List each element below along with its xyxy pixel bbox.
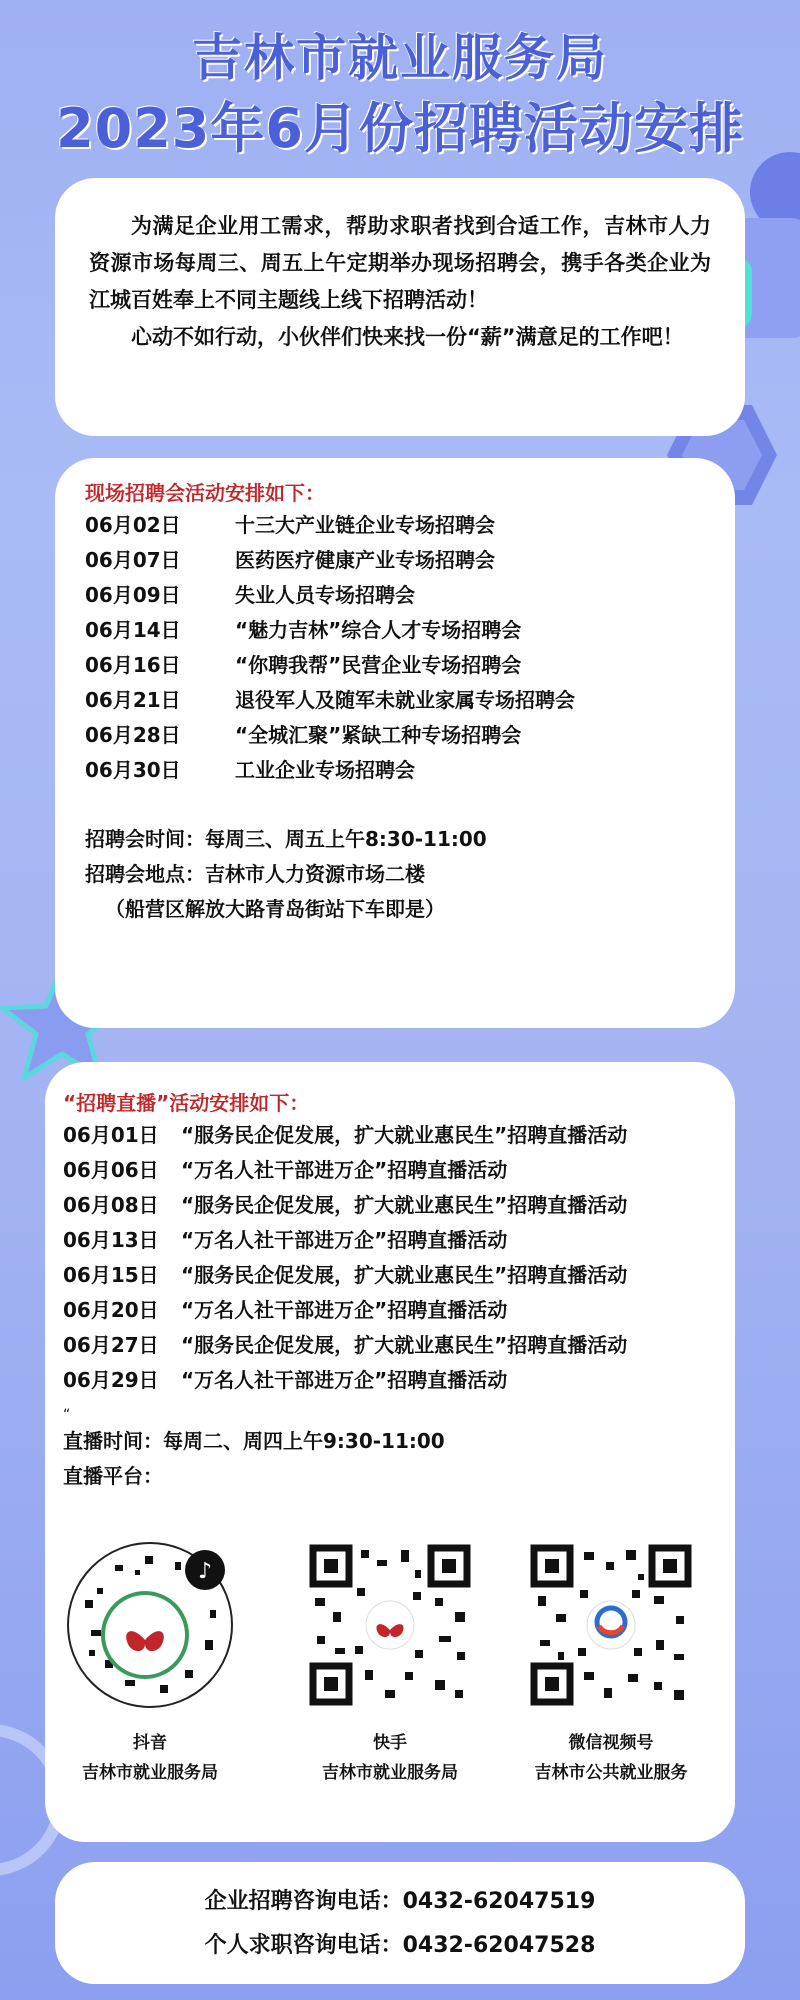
event-name: “魅力吉林”综合人才专场招聘会 xyxy=(235,618,522,642)
onsite-section-title: 现场招聘会活动安排如下： xyxy=(85,481,325,505)
live-event-row xyxy=(63,1293,717,1328)
event-name: 十三大产业链企业专场招聘会 xyxy=(235,513,495,537)
platform-name: 微信视频号 xyxy=(568,1733,654,1753)
event-date: 06月21日 xyxy=(85,688,181,712)
event-date: 06月29日 xyxy=(63,1368,159,1392)
onsite-event-row xyxy=(85,508,705,543)
platform-name: 抖音 xyxy=(133,1733,167,1753)
event-name: “万名人社干部进万企”招聘直播活动 xyxy=(181,1158,508,1182)
svg-text:♪: ♪ xyxy=(197,1559,213,1584)
event-date: 06月07日 xyxy=(85,548,181,572)
event-date: 06月16日 xyxy=(85,653,181,677)
onsite-event-row xyxy=(85,543,705,578)
event-name: “服务民企促发展，扩大就业惠民生”招聘直播活动 xyxy=(181,1333,628,1357)
event-name: “服务民企促发展，扩大就业惠民生”招聘直播活动 xyxy=(181,1263,628,1287)
event-date: 06月15日 xyxy=(63,1263,159,1287)
event-date: 06月28日 xyxy=(85,723,181,747)
live-event-row xyxy=(63,1363,717,1398)
douyin-platform xyxy=(50,1540,250,1788)
event-name: “万名人社干部进万企”招聘直播活动 xyxy=(181,1298,508,1322)
live-event-list xyxy=(63,1118,717,1398)
onsite-event-list xyxy=(85,508,705,788)
intro-paragraph-2: 心动不如行动，小伙伴们快来找一份“薪”满意足的工作吧！ xyxy=(131,325,684,349)
onsite-event-row xyxy=(85,753,705,788)
onsite-event-row xyxy=(85,718,705,753)
event-date: 06月30日 xyxy=(85,758,181,782)
event-date: 06月27日 xyxy=(63,1333,159,1357)
event-date: 06月01日 xyxy=(63,1123,159,1147)
onsite-location: 招聘会地点：吉林市人力资源市场二楼 xyxy=(85,862,425,886)
onsite-location-note: （船营区解放大路青岛街站下车即是） xyxy=(105,897,445,921)
contact-card xyxy=(55,1862,745,1984)
event-date: 06月13日 xyxy=(63,1228,159,1252)
event-name: 医药医疗健康产业专场招聘会 xyxy=(235,548,495,572)
event-name: “万名人社干部进万企”招聘直播活动 xyxy=(181,1368,508,1392)
stray-quote-mark: “ xyxy=(63,1407,71,1423)
live-event-row xyxy=(63,1153,717,1188)
kuaishou-qr-icon[interactable] xyxy=(305,1540,475,1710)
enterprise-phone: 企业招聘咨询电话：0432-62047519 xyxy=(204,1889,596,1914)
platform-name: 快手 xyxy=(373,1733,407,1753)
onsite-event-row xyxy=(85,613,705,648)
event-name: “服务民企促发展，扩大就业惠民生”招聘直播活动 xyxy=(181,1193,628,1217)
onsite-event-row xyxy=(85,578,705,613)
live-event-row xyxy=(63,1328,717,1363)
event-name: “万名人社干部进万企”招聘直播活动 xyxy=(181,1228,508,1252)
event-date: 06月14日 xyxy=(85,618,181,642)
page-title-line2: 2023年6月份招聘活动安排 xyxy=(56,97,744,160)
live-event-row xyxy=(63,1188,717,1223)
live-time: 直播时间：每周二、周四上午9:30-11:00 xyxy=(63,1429,445,1453)
event-date: 06月09日 xyxy=(85,583,181,607)
personal-phone: 个人求职咨询电话：0432-62047528 xyxy=(204,1933,596,1958)
live-platform-label: 直播平台： xyxy=(63,1464,163,1488)
page-title-line1: 吉林市就业服务局 xyxy=(192,29,608,87)
event-date: 06月06日 xyxy=(63,1158,159,1182)
intro-paragraph-1: 为满足企业用工需求，帮助求职者找到合适工作，吉林市人力资源市场每周三、周五上午定期举办现场招聘会，携手各类企业为江城百姓奉上不同主题线上线下招聘活动！ xyxy=(89,214,711,312)
kuaishou-platform xyxy=(290,1540,490,1788)
platform-account: 吉林市就业服务局 xyxy=(322,1763,458,1783)
live-section-title: “招聘直播”活动安排如下： xyxy=(63,1091,310,1115)
intro-card xyxy=(55,178,745,436)
wechat-channels-qr-icon[interactable] xyxy=(526,1540,696,1710)
event-name: “全城汇聚”紧缺工种专场招聘会 xyxy=(235,723,522,747)
event-date: 06月08日 xyxy=(63,1193,159,1217)
live-event-row xyxy=(63,1118,717,1153)
onsite-event-row xyxy=(85,683,705,718)
douyin-qr-icon[interactable] xyxy=(65,1540,235,1710)
live-stream-card xyxy=(45,1062,735,1842)
event-name: “你聘我帮”民营企业专场招聘会 xyxy=(235,653,522,677)
event-name: 工业企业专场招聘会 xyxy=(235,758,415,782)
event-date: 06月02日 xyxy=(85,513,181,537)
wechat-channels-platform xyxy=(511,1540,711,1788)
live-event-row xyxy=(63,1223,717,1258)
live-event-row xyxy=(63,1258,717,1293)
event-name: 失业人员专场招聘会 xyxy=(235,583,415,607)
onsite-fair-card xyxy=(55,458,735,1028)
event-name: 退役军人及随军未就业家属专场招聘会 xyxy=(235,688,575,712)
platform-account: 吉林市就业服务局 xyxy=(82,1763,218,1783)
event-date: 06月20日 xyxy=(63,1298,159,1322)
event-name: “服务民企促发展，扩大就业惠民生”招聘直播活动 xyxy=(181,1123,628,1147)
onsite-time: 招聘会时间：每周三、周五上午8:30-11:00 xyxy=(85,827,487,851)
platform-account: 吉林市公共就业服务 xyxy=(534,1763,688,1783)
onsite-event-row xyxy=(85,648,705,683)
